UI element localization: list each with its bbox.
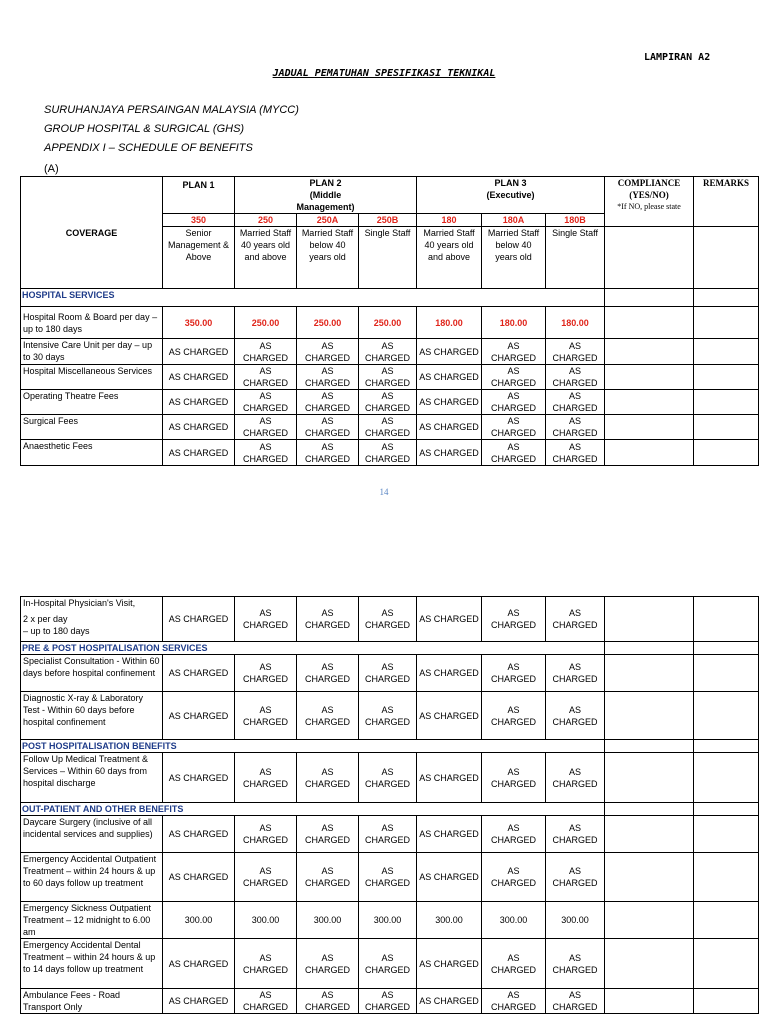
coverage-label: In-Hospital Physician's Visit, 2 x per day – up to 180 days (21, 597, 163, 642)
section-hospital-services: HOSPITAL SERVICES (21, 289, 605, 307)
compliance-cell (605, 440, 694, 466)
benefit-value: AS CHARGED (235, 415, 297, 440)
benefit-value: 180.00 (482, 307, 546, 339)
benefit-value: AS CHARGED (482, 989, 546, 1014)
benefit-value: AS CHARGED (163, 339, 235, 365)
benefit-value: AS CHARGED (297, 597, 359, 642)
benefit-value: AS CHARGED (163, 939, 235, 989)
compliance-cell (605, 902, 694, 939)
benefit-value: AS CHARGED (417, 597, 482, 642)
compliance-cell (605, 597, 694, 642)
benefit-value: AS CHARGED (359, 597, 417, 642)
remarks-cell (694, 227, 759, 289)
benefit-value: AS CHARGED (163, 853, 235, 902)
benefit-value: AS CHARGED (235, 390, 297, 415)
benefit-value: AS CHARGED (163, 692, 235, 740)
benefit-value: AS CHARGED (235, 339, 297, 365)
benefit-value: AS CHARGED (359, 365, 417, 390)
compliance-cell (605, 740, 694, 753)
plan-code: 180A (482, 214, 546, 227)
coverage-label: Operating Theatre Fees (21, 390, 163, 415)
benefit-value: AS CHARGED (546, 655, 605, 692)
remarks-cell (694, 753, 759, 803)
coverage-label: Emergency Sickness Outpatient Treatment – 12 midnight to 6.00 am (21, 902, 163, 939)
plan-code: 180 (417, 214, 482, 227)
benefit-value: AS CHARGED (546, 597, 605, 642)
benefit-value: 300.00 (297, 902, 359, 939)
compliance-header: COMPLIANCE (YES/NO) *If NO, please state (605, 177, 694, 227)
benefit-value: AS CHARGED (482, 415, 546, 440)
plan-description: Married Staff 40 years old and above (417, 227, 482, 289)
benefit-value: AS CHARGED (482, 390, 546, 415)
benefit-value: AS CHARGED (546, 365, 605, 390)
compliance-cell (605, 289, 694, 307)
benefit-value: AS CHARGED (359, 440, 417, 466)
benefit-value: AS CHARGED (297, 753, 359, 803)
section-out-patient: OUT-PATIENT AND OTHER BENEFITS (21, 803, 605, 816)
remarks-cell (694, 803, 759, 816)
compliance-cell (605, 339, 694, 365)
benefit-value: AS CHARGED (359, 655, 417, 692)
benefit-value: AS CHARGED (417, 989, 482, 1014)
plan-code: 250A (297, 214, 359, 227)
benefit-value: AS CHARGED (297, 365, 359, 390)
remarks-cell (694, 642, 759, 655)
benefit-value: AS CHARGED (359, 989, 417, 1014)
coverage-label: Specialist Consultation - Within 60 days before hospital confinement (21, 655, 163, 692)
plan-description: Married Staff below 40 years old (297, 227, 359, 289)
benefit-value: AS CHARGED (546, 390, 605, 415)
benefit-value: AS CHARGED (235, 440, 297, 466)
benefit-value: AS CHARGED (163, 989, 235, 1014)
benefit-value: AS CHARGED (417, 753, 482, 803)
benefit-value: AS CHARGED (297, 390, 359, 415)
benefit-value: AS CHARGED (482, 816, 546, 853)
benefit-value: AS CHARGED (417, 692, 482, 740)
benefit-value: AS CHARGED (163, 597, 235, 642)
benefit-value: AS CHARGED (482, 339, 546, 365)
benefit-value: AS CHARGED (297, 989, 359, 1014)
remarks-cell (694, 415, 759, 440)
benefit-value: 180.00 (546, 307, 605, 339)
plan1-header: PLAN 1 (163, 177, 235, 214)
benefit-value: AS CHARGED (417, 655, 482, 692)
coverage-label: Diagnostic X-ray & Laboratory Test - Within 60 days before hospital confinement (21, 692, 163, 740)
benefit-value: 300.00 (359, 902, 417, 939)
coverage-label: Anaesthetic Fees (21, 440, 163, 466)
benefit-value: AS CHARGED (546, 339, 605, 365)
benefit-value: AS CHARGED (235, 753, 297, 803)
benefit-value: AS CHARGED (546, 753, 605, 803)
plan-description: Married Staff below 40 years old (482, 227, 546, 289)
benefit-value: AS CHARGED (417, 365, 482, 390)
compliance-cell (605, 803, 694, 816)
benefit-value: AS CHARGED (546, 440, 605, 466)
benefit-value: 300.00 (235, 902, 297, 939)
compliance-cell (605, 989, 694, 1014)
coverage-label: Emergency Accidental Outpatient Treatment – within 24 hours & up to 60 days follow up treatment (21, 853, 163, 902)
benefit-value: AS CHARGED (359, 390, 417, 415)
coverage-header: COVERAGE (21, 177, 163, 289)
benefit-value: AS CHARGED (482, 853, 546, 902)
coverage-label: Emergency Accidental Dental Treatment – within 24 hours & up to 14 days follow up treatment (21, 939, 163, 989)
remarks-cell (694, 902, 759, 939)
compliance-cell (605, 365, 694, 390)
benefit-value: AS CHARGED (359, 816, 417, 853)
benefit-value: AS CHARGED (359, 692, 417, 740)
benefits-table-2 (20, 596, 759, 1014)
coverage-label: Follow Up Medical Treatment & Services – Within 60 days from hospital discharge (21, 753, 163, 803)
compliance-cell (605, 227, 694, 289)
benefits-table-1 (20, 176, 759, 466)
page-number: 14 (379, 487, 389, 497)
benefit-value: 300.00 (163, 902, 235, 939)
benefit-value: AS CHARGED (482, 440, 546, 466)
compliance-cell (605, 816, 694, 853)
benefit-value: AS CHARGED (482, 365, 546, 390)
lampiran-label: LAMPIRAN A2 (644, 52, 711, 63)
coverage-label: Hospital Miscellaneous Services (21, 365, 163, 390)
remarks-cell (694, 390, 759, 415)
compliance-cell (605, 692, 694, 740)
remarks-cell (694, 692, 759, 740)
plan-code: 250 (235, 214, 297, 227)
benefit-value: 250.00 (359, 307, 417, 339)
plan-code: 350 (163, 214, 235, 227)
benefit-value: AS CHARGED (417, 816, 482, 853)
remarks-cell (694, 989, 759, 1014)
appendix-line: APPENDIX I – SCHEDULE OF BENEFITS (44, 142, 253, 154)
benefit-value: AS CHARGED (546, 989, 605, 1014)
benefit-value: AS CHARGED (417, 939, 482, 989)
remarks-cell (694, 939, 759, 989)
compliance-cell (605, 415, 694, 440)
remarks-cell (694, 440, 759, 466)
benefit-value: AS CHARGED (417, 339, 482, 365)
benefit-value: AS CHARGED (235, 655, 297, 692)
benefit-value: AS CHARGED (546, 853, 605, 902)
benefit-value: AS CHARGED (546, 939, 605, 989)
benefit-value: AS CHARGED (546, 816, 605, 853)
coverage-label: Hospital Room & Board per day – up to 180 days (21, 307, 163, 339)
benefit-value: AS CHARGED (297, 816, 359, 853)
document-title: JADUAL PEMATUHAN SPESIFIKASI TEKNIKAL (272, 68, 496, 79)
benefit-value: AS CHARGED (163, 753, 235, 803)
benefit-value: AS CHARGED (163, 816, 235, 853)
benefit-value: AS CHARGED (235, 816, 297, 853)
benefit-value: AS CHARGED (163, 655, 235, 692)
remarks-cell (694, 816, 759, 853)
section-pre-post-hospitalisation: PRE & POST HOSPITALISATION SERVICES (21, 642, 605, 655)
benefit-value: 350.00 (163, 307, 235, 339)
remarks-cell (694, 740, 759, 753)
organisation-line: SURUHANJAYA PERSAINGAN MALAYSIA (MYCC) (44, 104, 299, 116)
benefit-value: 300.00 (482, 902, 546, 939)
benefit-value: AS CHARGED (297, 415, 359, 440)
compliance-cell (605, 390, 694, 415)
benefit-value: AS CHARGED (235, 939, 297, 989)
benefit-value: AS CHARGED (359, 415, 417, 440)
benefit-value: 180.00 (417, 307, 482, 339)
coverage-label: Ambulance Fees - Road Transport Only (21, 989, 163, 1014)
scheme-line: GROUP HOSPITAL & SURGICAL (GHS) (44, 123, 245, 135)
remarks-cell (694, 853, 759, 902)
benefit-value: AS CHARGED (297, 655, 359, 692)
benefit-value: AS CHARGED (359, 753, 417, 803)
compliance-cell (605, 307, 694, 339)
remarks-cell (694, 365, 759, 390)
coverage-label: Intensive Care Unit per day – up to 30 days (21, 339, 163, 365)
benefit-value: AS CHARGED (297, 939, 359, 989)
remarks-cell (694, 597, 759, 642)
benefit-value: AS CHARGED (482, 753, 546, 803)
remarks-cell (694, 655, 759, 692)
benefit-value: AS CHARGED (546, 415, 605, 440)
coverage-label: Daycare Surgery (inclusive of all incidental services and supplies) (21, 816, 163, 853)
remarks-cell (694, 307, 759, 339)
benefit-value: AS CHARGED (235, 597, 297, 642)
remarks-cell (694, 289, 759, 307)
benefit-value: AS CHARGED (359, 939, 417, 989)
plan-code: 250B (359, 214, 417, 227)
plan3-header: PLAN 3 (Executive) (417, 177, 605, 214)
benefit-value: AS CHARGED (235, 853, 297, 902)
benefit-value: AS CHARGED (482, 597, 546, 642)
benefit-value: AS CHARGED (297, 339, 359, 365)
benefit-value: AS CHARGED (235, 365, 297, 390)
plan-code: 180B (546, 214, 605, 227)
benefit-value: AS CHARGED (297, 853, 359, 902)
benefit-value: AS CHARGED (482, 692, 546, 740)
benefit-value: 250.00 (297, 307, 359, 339)
benefit-value: AS CHARGED (546, 692, 605, 740)
section-label: (A) (44, 163, 59, 175)
benefit-value: AS CHARGED (163, 390, 235, 415)
benefit-value: AS CHARGED (417, 415, 482, 440)
benefit-value: 300.00 (546, 902, 605, 939)
benefit-value: 250.00 (235, 307, 297, 339)
benefit-value: 300.00 (417, 902, 482, 939)
remarks-header: REMARKS (694, 177, 759, 227)
benefit-value: AS CHARGED (235, 692, 297, 740)
benefit-value: AS CHARGED (163, 365, 235, 390)
benefit-value: AS CHARGED (359, 853, 417, 902)
benefit-value: AS CHARGED (417, 390, 482, 415)
benefit-value: AS CHARGED (417, 440, 482, 466)
plan-description: Single Staff (546, 227, 605, 289)
compliance-cell (605, 655, 694, 692)
plan-description: Single Staff (359, 227, 417, 289)
benefit-value: AS CHARGED (417, 853, 482, 902)
benefit-value: AS CHARGED (482, 655, 546, 692)
compliance-cell (605, 753, 694, 803)
benefit-value: AS CHARGED (482, 939, 546, 989)
compliance-cell (605, 939, 694, 989)
benefit-value: AS CHARGED (235, 989, 297, 1014)
benefit-value: AS CHARGED (297, 440, 359, 466)
benefit-value: AS CHARGED (163, 440, 235, 466)
remarks-cell (694, 339, 759, 365)
benefit-value: AS CHARGED (359, 339, 417, 365)
benefit-value: AS CHARGED (297, 692, 359, 740)
plan2-header: PLAN 2 (Middle Management) (235, 177, 417, 214)
plan-description: Married Staff 40 years old and above (235, 227, 297, 289)
plan-description: Senior Management & Above (163, 227, 235, 289)
coverage-label: Surgical Fees (21, 415, 163, 440)
benefit-value: AS CHARGED (163, 415, 235, 440)
compliance-cell (605, 642, 694, 655)
section-post-hospitalisation: POST HOSPITALISATION BENEFITS (21, 740, 605, 753)
compliance-cell (605, 853, 694, 902)
